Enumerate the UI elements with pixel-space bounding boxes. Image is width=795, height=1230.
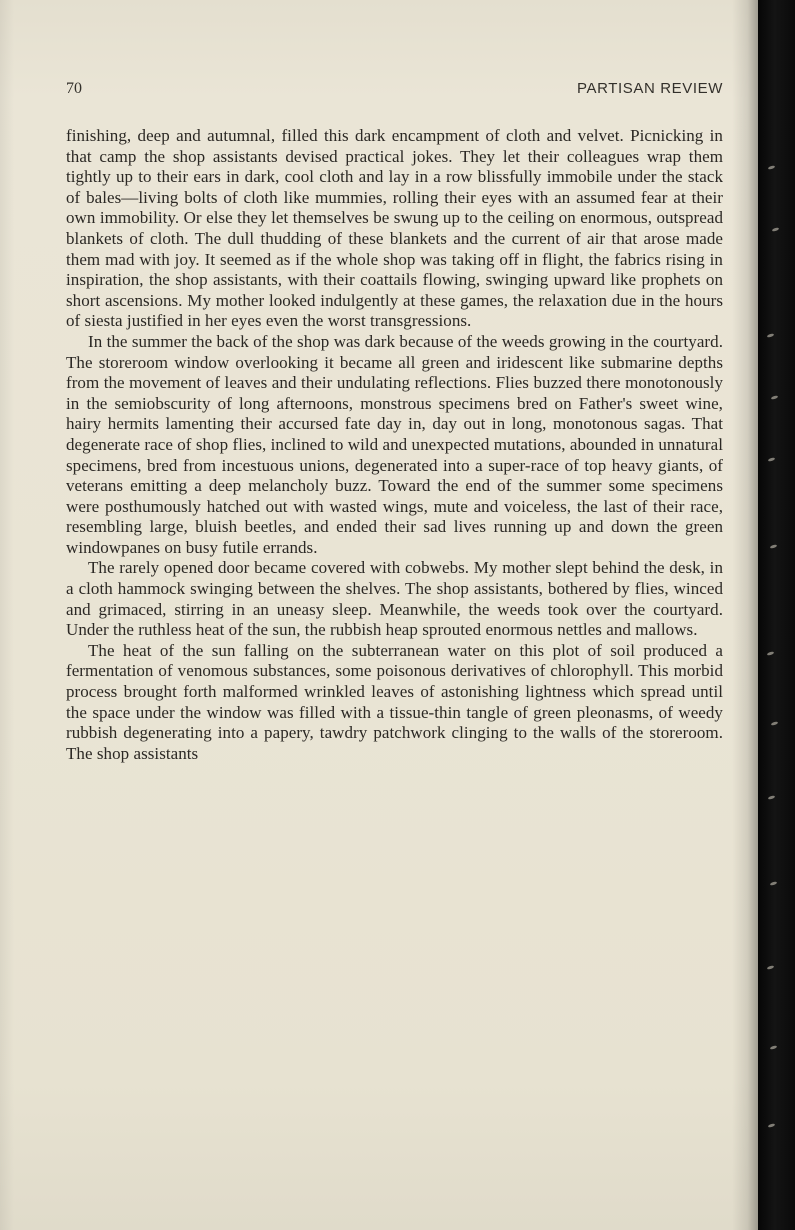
- journal-title: PARTISAN REVIEW: [577, 80, 723, 97]
- running-head: [66, 80, 723, 98]
- book-edge-shadow: [758, 0, 795, 1230]
- edge-artifact: [767, 333, 775, 338]
- edge-artifact: [768, 165, 776, 170]
- edge-artifact: [768, 1123, 776, 1128]
- edge-artifact: [767, 651, 775, 656]
- edge-artifact: [770, 1045, 778, 1050]
- page-content: [66, 80, 723, 764]
- edge-artifact: [772, 227, 780, 232]
- paragraph-1: finishing, deep and autumnal, filled this dark encampment of cloth and velvet. Picnicking in that camp the shop assistants devised practical jokes. They let their colleagues wrap them tightly up to their ears in dark, cool cloth and lay in a row blissfully immobile under the stack of bales—living bolts of cloth like mummies, rolling their eyes with an assumed fear at their own immobility. Or else they let themselves be swung up to the ceiling on enormous, outspread blankets of cloth. The dull thudding of these blankets and the current of air that arose made them mad with joy. It seemed as if the whole shop was taking off in flight, the fabrics rising in inspiration, the shop assistants, with their coattails flowing, swinging upward like prophets on short ascensions. My mother looked indulgently at these games, the relaxation due in the hours of siesta justified in her eyes even the worst transgressions.: [66, 126, 723, 331]
- paragraph-3: The rarely opened door became covered with cobwebs. My mother slept behind the desk, in a cloth hammock swinging between the shelves. The shop assistants, bothered by flies, winced and grimaced, stirring in an uneasy sleep. Meanwhile, the weeds took over the courtyard. Under the ruthless heat of the sun, the rubbish heap sprouted enormous nettles and mallows.: [66, 558, 723, 640]
- page-number: 70: [66, 80, 82, 97]
- edge-artifact: [771, 395, 779, 400]
- edge-artifact: [768, 795, 776, 800]
- edge-artifact: [768, 457, 776, 462]
- edge-artifact: [770, 881, 778, 886]
- paragraph-2: In the summer the back of the shop was dark because of the weeds growing in the courtyard. The storeroom window overlooking it became all green and iridescent like submarine depths from the movement of leaves and their undulating reflections. Flies buzzed there monotonously in the semiobscurity of long afternoons, monstrous specimens bred on Father's sweet wine, hairy hermits lamenting their accursed fate day in, day out in long, monotonous sagas. That degenerate race of shop flies, inclined to wild and unexpected mutations, abounded in unnatural specimens, bred from incestuous unions, degenerated into a super-race of top heavy giants, of veterans emitting a deep melancholy buzz. Toward the end of the summer some specimens were posthumously hatched out with wasted wings, mute and voiceless, the last of their race, resembling large, bluish beetles, and ended their sad lives running up and down the green windowpanes on busy futile errands.: [66, 331, 723, 557]
- page-body: [66, 126, 723, 764]
- edge-artifact: [767, 965, 775, 970]
- edge-artifact: [771, 721, 779, 726]
- paragraph-4: The heat of the sun falling on the subterranean water on this plot of soil produced a fermentation of venomous substances, some poisonous derivatives of chlorophyll. This morbid process brought forth malformed wrinkled leaves of astonishing lightness which spread until the space under the window was filled with a tissue-thin tangle of green pleonasms, of weedy rubbish degenerating into a papery, tawdry patchwork clinging to the walls of the storeroom. The shop assistants: [66, 640, 723, 763]
- edge-artifact: [770, 544, 778, 549]
